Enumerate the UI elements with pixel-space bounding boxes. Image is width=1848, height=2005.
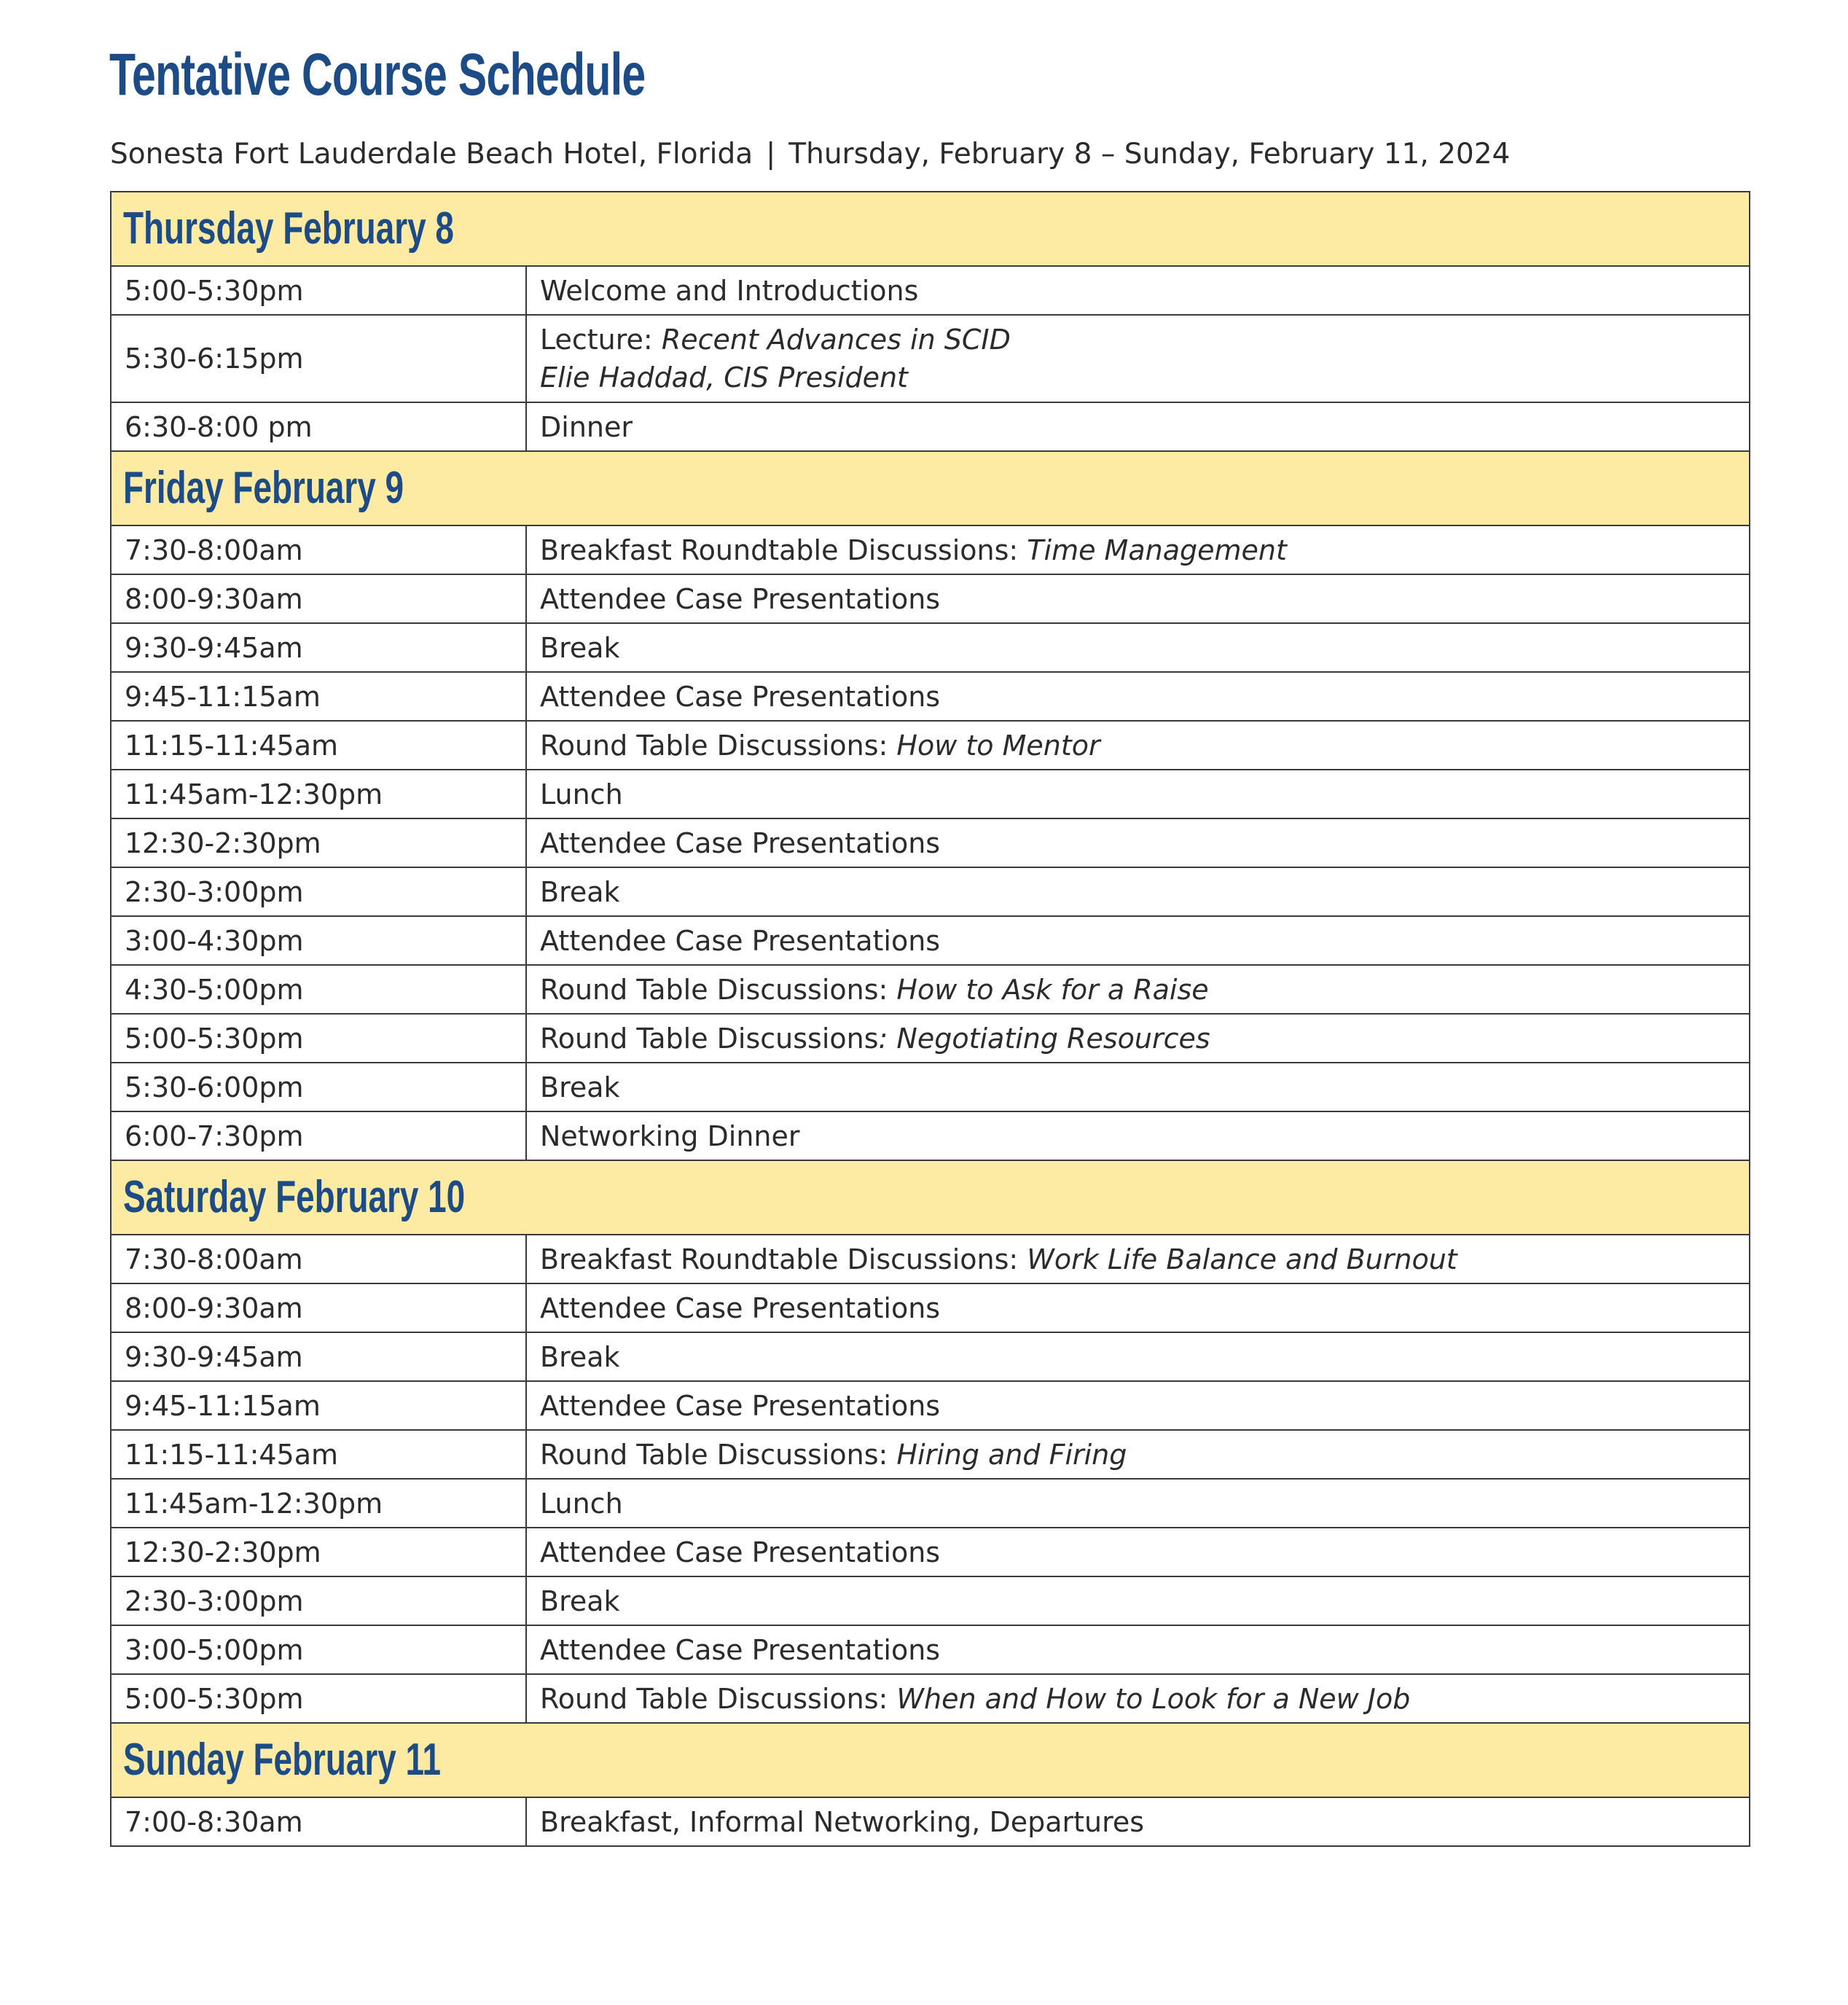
event-cell	[526, 1111, 1750, 1160]
schedule-row	[111, 1479, 1750, 1528]
subtitle-dates: Thursday, February 8 – Sunday, February 11, 2024	[788, 138, 1511, 171]
schedule-row	[111, 1576, 1750, 1625]
time-cell: 11:45am-12:30pm	[111, 1479, 526, 1528]
event-cell	[526, 1479, 1750, 1528]
time-cell: 11:45am-12:30pm	[111, 770, 526, 818]
event-label: Break	[540, 1071, 620, 1103]
subtitle-separator: |	[766, 138, 776, 171]
event-topic: : Negotiating Resources	[878, 1022, 1210, 1055]
event-cell	[526, 1674, 1750, 1723]
schedule-body	[111, 192, 1750, 1846]
event-label: Attendee Case Presentations	[540, 680, 941, 713]
event-label: Welcome and Introductions	[540, 274, 919, 307]
time-cell: 5:00-5:30pm	[111, 1014, 526, 1063]
schedule-row	[111, 402, 1750, 451]
time-cell: 5:30-6:15pm	[111, 315, 526, 402]
event-cell	[526, 916, 1750, 965]
schedule-row	[111, 525, 1750, 574]
page-title: Tentative Course Schedule	[109, 42, 646, 108]
time-cell: 4:30-5:00pm	[111, 965, 526, 1014]
schedule-row	[111, 1063, 1750, 1111]
event-cell	[526, 574, 1750, 623]
schedule-row	[111, 770, 1750, 818]
event-cell	[526, 1283, 1750, 1332]
event-label: Break	[540, 631, 620, 664]
event-cell	[526, 1625, 1750, 1674]
event-label: Attendee Case Presentations	[540, 1633, 941, 1666]
event-cell	[526, 1797, 1750, 1846]
time-cell: 7:00-8:30am	[111, 1797, 526, 1846]
event-cell	[526, 315, 1750, 402]
schedule-row	[111, 672, 1750, 721]
time-cell: 8:00-9:30am	[111, 1283, 526, 1332]
time-cell: 12:30-2:30pm	[111, 1528, 526, 1576]
schedule-row	[111, 965, 1750, 1014]
schedule-table	[110, 191, 1750, 1847]
time-cell: 6:00-7:30pm	[111, 1111, 526, 1160]
event-label: Breakfast Roundtable Discussions:	[540, 534, 1027, 566]
event-cell	[526, 1528, 1750, 1576]
day-title: Thursday February 8	[123, 203, 454, 254]
event-cell	[526, 1063, 1750, 1111]
event-cell	[526, 770, 1750, 818]
event-label: Lunch	[540, 1487, 623, 1520]
event-cell	[526, 1381, 1750, 1430]
schedule-row	[111, 1625, 1750, 1674]
event-label: Break	[540, 1584, 620, 1617]
event-label: Attendee Case Presentations	[540, 1291, 941, 1324]
schedule-row	[111, 1430, 1750, 1479]
day-title: Sunday February 11	[123, 1735, 442, 1785]
day-header-cell	[111, 192, 1750, 266]
event-cell	[526, 818, 1750, 867]
day-header-row	[111, 1723, 1750, 1797]
day-header-cell	[111, 451, 1750, 525]
time-cell: 6:30-8:00 pm	[111, 402, 526, 451]
event-label: Breakfast Roundtable Discussions:	[540, 1243, 1027, 1275]
event-cell	[526, 525, 1750, 574]
schedule-row	[111, 1014, 1750, 1063]
schedule-row	[111, 721, 1750, 770]
event-label: Lunch	[540, 778, 623, 810]
event-cell	[526, 623, 1750, 672]
time-cell: 5:30-6:00pm	[111, 1063, 526, 1111]
time-cell: 7:30-8:00am	[111, 525, 526, 574]
event-cell	[526, 1235, 1750, 1283]
event-cell	[526, 867, 1750, 916]
schedule-row	[111, 1528, 1750, 1576]
event-label: Round Table Discussions:	[540, 729, 897, 762]
day-header-row	[111, 1160, 1750, 1235]
day-header-row	[111, 451, 1750, 525]
event-topic: Time Management	[1027, 534, 1287, 566]
event-topic: How to Ask for a Raise	[896, 973, 1209, 1006]
schedule-row	[111, 818, 1750, 867]
event-label: Dinner	[540, 410, 633, 443]
event-cell	[526, 1430, 1750, 1479]
event-topic: Work Life Balance and Burnout	[1027, 1243, 1457, 1275]
schedule-row	[111, 1235, 1750, 1283]
event-cell	[526, 1014, 1750, 1063]
event-label: Attendee Case Presentations	[540, 924, 941, 957]
event-cell	[526, 402, 1750, 451]
schedule-row	[111, 1111, 1750, 1160]
schedule-row	[111, 623, 1750, 672]
time-cell: 11:15-11:45am	[111, 721, 526, 770]
event-label: Attendee Case Presentations	[540, 582, 941, 615]
event-label: Round Table Discussions:	[540, 1682, 897, 1715]
event-topic: When and How to Look for a New Job	[896, 1682, 1411, 1715]
time-cell: 2:30-3:00pm	[111, 1576, 526, 1625]
event-topic: How to Mentor	[896, 729, 1100, 762]
schedule-row	[111, 1332, 1750, 1381]
event-speaker: Elie Haddad, CIS President	[540, 361, 908, 394]
event-label: Round Table Discussions	[540, 1022, 879, 1055]
event-label: Break	[540, 1340, 620, 1373]
schedule-row	[111, 574, 1750, 623]
day-header-cell	[111, 1160, 1750, 1235]
event-cell	[526, 1332, 1750, 1381]
event-label: Round Table Discussions:	[540, 1438, 897, 1471]
time-cell: 9:30-9:45am	[111, 623, 526, 672]
event-cell	[526, 965, 1750, 1014]
event-cell	[526, 672, 1750, 721]
time-cell: 3:00-5:00pm	[111, 1625, 526, 1674]
event-label: Round Table Discussions:	[540, 973, 897, 1006]
time-cell: 8:00-9:30am	[111, 574, 526, 623]
day-title: Friday February 9	[123, 463, 404, 513]
event-topic: Hiring and Firing	[896, 1438, 1127, 1471]
event-label: Attendee Case Presentations	[540, 1536, 941, 1568]
event-label: Attendee Case Presentations	[540, 826, 941, 859]
schedule-row	[111, 266, 1750, 315]
schedule-row	[111, 1674, 1750, 1723]
event-cell	[526, 721, 1750, 770]
schedule-row	[111, 867, 1750, 916]
time-cell: 3:00-4:30pm	[111, 916, 526, 965]
schedule-row	[111, 916, 1750, 965]
time-cell: 11:15-11:45am	[111, 1430, 526, 1479]
time-cell: 5:00-5:30pm	[111, 1674, 526, 1723]
day-title: Saturday February 10	[123, 1172, 466, 1222]
event-label: Breakfast, Informal Networking, Departures	[540, 1805, 1145, 1838]
subtitle	[110, 133, 1510, 176]
time-cell: 7:30-8:00am	[111, 1235, 526, 1283]
schedule-row	[111, 1283, 1750, 1332]
time-cell: 12:30-2:30pm	[111, 818, 526, 867]
time-cell: 9:45-11:15am	[111, 1381, 526, 1430]
event-topic: Recent Advances in SCID	[661, 324, 1011, 356]
event-label: Break	[540, 875, 620, 908]
schedule-row	[111, 315, 1750, 402]
time-cell: 2:30-3:00pm	[111, 867, 526, 916]
event-label: Lecture:	[540, 324, 662, 356]
event-cell	[526, 266, 1750, 315]
event-label: Networking Dinner	[540, 1119, 800, 1152]
time-cell: 5:00-5:30pm	[111, 266, 526, 315]
day-header-row	[111, 192, 1750, 266]
time-cell: 9:45-11:15am	[111, 672, 526, 721]
event-label: Attendee Case Presentations	[540, 1389, 941, 1422]
day-header-cell	[111, 1723, 1750, 1797]
event-cell	[526, 1576, 1750, 1625]
schedule-row	[111, 1381, 1750, 1430]
time-cell: 9:30-9:45am	[111, 1332, 526, 1381]
subtitle-venue: Sonesta Fort Lauderdale Beach Hotel, Florida	[110, 138, 753, 171]
schedule-row	[111, 1797, 1750, 1846]
